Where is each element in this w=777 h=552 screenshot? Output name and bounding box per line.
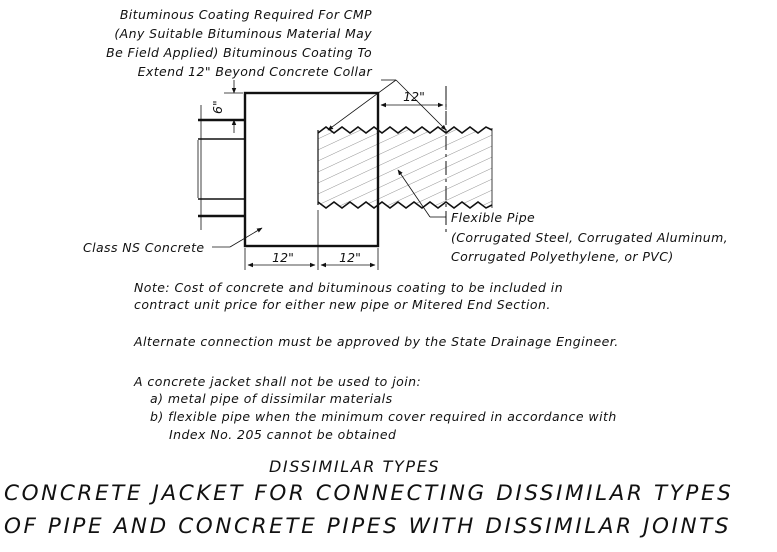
coating-callout-line-1: Bituminous Coating Required For CMP <box>119 7 372 22</box>
jacket-note-item-b-cont: Index No. 205 cannot be obtained <box>169 427 397 442</box>
bottom-right-dimension-label: 12" <box>339 250 361 265</box>
cost-note-line-1: Note: Cost of concrete and bituminous coating to be included in <box>134 280 564 295</box>
concrete-callout: Class NS Concrete <box>83 240 205 255</box>
concrete-pipe <box>198 105 245 230</box>
flexible-pipe-callout-line-3: Corrugated Polyethylene, or PVC) <box>451 249 674 264</box>
flexible-pipe-callout-line-1: Flexible Pipe <box>451 210 536 225</box>
alternate-note: Alternate connection must be approved by the State Drainage Engineer. <box>134 334 619 349</box>
height-dimension-label: 6" <box>210 100 225 114</box>
jacket-note-item-a: a) metal pipe of dissimilar materials <box>150 391 393 406</box>
height-dimension <box>224 80 243 133</box>
top-dimension-label: 12" <box>403 89 425 104</box>
main-title-line-2: OF PIPE AND CONCRETE PIPES WITH DISSIMILAR JOINTS <box>4 514 732 539</box>
coating-callout-line-3: Be Field Applied) Bituminous Coating To <box>106 45 372 60</box>
jacket-note-item-b: b) flexible pipe when the minimum cover required in accordance with <box>150 409 617 424</box>
flexible-pipe-callout-line-2: (Corrugated Steel, Corrugated Aluminum, <box>451 230 729 245</box>
coating-callout-line-2: (Any Suitable Bituminous Material May <box>114 26 372 41</box>
subtitle: DISSIMILAR TYPES <box>269 457 441 476</box>
coating-callout-line-4: Extend 12" Beyond Concrete Collar <box>137 64 372 79</box>
flexible-pipe <box>318 127 492 208</box>
jacket-note-intro: A concrete jacket shall not be used to join: <box>134 374 422 389</box>
bottom-left-dimension-label: 12" <box>272 250 294 265</box>
cost-note-line-2: contract unit price for either new pipe or Mitered End Section. <box>134 297 551 312</box>
main-title-line-1: CONCRETE JACKET FOR CONNECTING DISSIMILAR TYPES <box>4 481 734 506</box>
